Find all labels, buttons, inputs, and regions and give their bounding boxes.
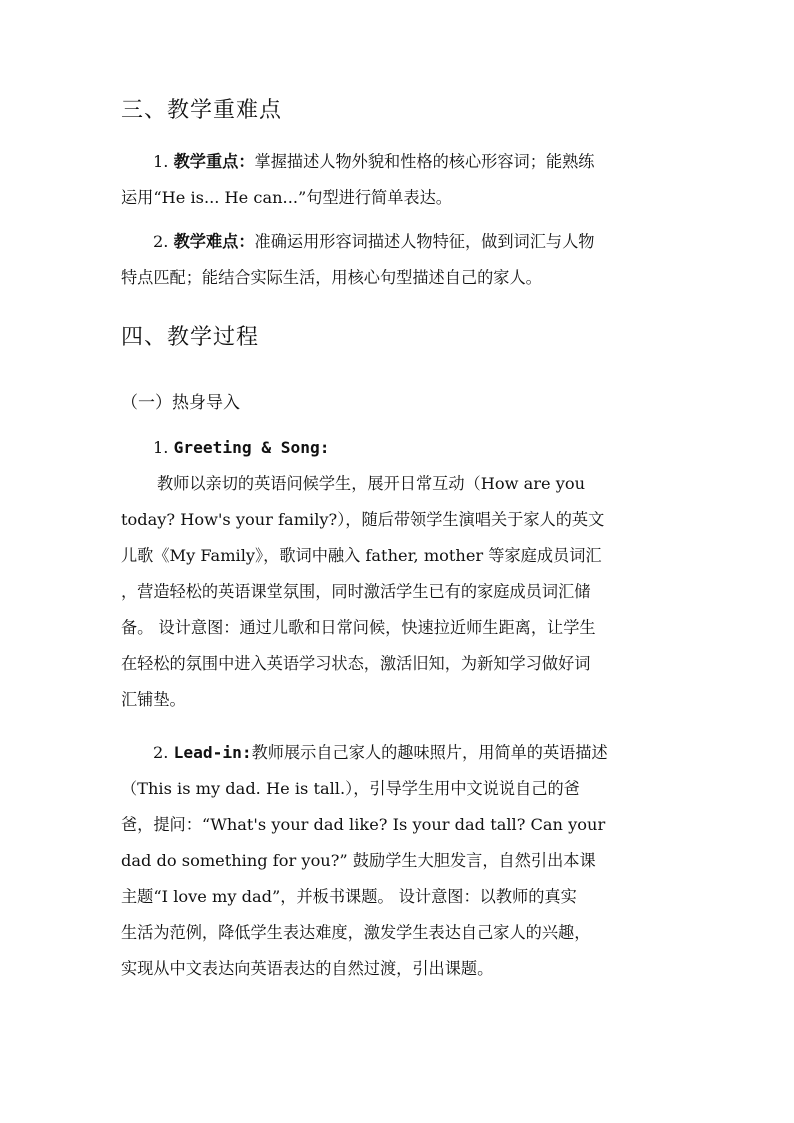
paragraph-line: 备。 设计意图：通过儿歌和日常问候，快速拉近师生距离，让学生	[121, 618, 596, 637]
paragraph-line: 运用“He is... He can...”句型进行简单表达。	[121, 188, 452, 207]
item-label: 教学重点：	[173, 152, 255, 171]
paragraph-line: 爸，提问：“What's your dad like? Is your dad tall? Can your	[121, 815, 606, 834]
paragraph-line: ，营造轻松的英语课堂氛围，同时激活学生已有的家庭成员词汇储	[121, 582, 591, 601]
item-label: Lead-in:	[173, 743, 252, 762]
paragraph-key-point	[121, 144, 677, 216]
subsection-heading-warm-up: （一）热身导入	[121, 393, 240, 413]
paragraph-line: today? How's your family?），随后带领学生演唱关于家人的英文	[121, 510, 605, 529]
paragraph-line: 汇铺垫。	[121, 690, 186, 709]
item-number: 2.	[153, 743, 169, 762]
paragraph-line: 实现从中文表达向英语表达的自然过渡，引出课题。	[121, 959, 494, 978]
paragraph-line	[121, 430, 677, 466]
paragraph-line: 主题“I love my dad”，并板书课题。 设计意图：以教师的真实	[121, 887, 577, 906]
item-label: 教学难点：	[173, 232, 255, 251]
item-number: 1.	[153, 438, 169, 457]
item-text: 掌握描述人物外貌和性格的核心形容词；能熟练	[254, 152, 595, 171]
item-text: 教师展示自己家人的趣味照片，用简单的英语描述	[251, 743, 608, 762]
paragraph-lead-in	[121, 735, 677, 987]
paragraph-line: （This is my dad. He is tall.），引导学生用中文说说自己的爸	[121, 779, 580, 798]
section-heading-teaching-process: 四、教学过程	[121, 325, 260, 350]
paragraph-line	[121, 144, 677, 180]
item-number: 2.	[153, 232, 169, 251]
line-text: 教师以亲切的英语问候学生，展开日常互动（How are you	[157, 474, 586, 493]
paragraph-line: 生活为范例，降低学生表达难度，激发学生表达自己家人的兴趣，	[121, 923, 591, 942]
paragraph-line: 特点匹配；能结合实际生活，用核心句型描述自己的家人。	[121, 268, 542, 287]
paragraph-line: 儿歌《My Family》，歌词中融入 father, mother 等家庭成员词汇	[121, 546, 602, 565]
paragraph-line: dad do something for you?” 鼓励学生大胆发言，自然引出本课	[121, 851, 596, 870]
paragraph-line	[121, 735, 677, 771]
paragraph-greeting-song	[121, 430, 677, 718]
item-text: 准确运用形容词描述人物特征，做到词汇与人物	[254, 232, 595, 251]
paragraph-line: 在轻松的氛围中进入英语学习状态，激活旧知，为新知学习做好词	[121, 654, 591, 673]
item-number: 1.	[153, 152, 169, 171]
section-heading-key-points: 三、教学重难点	[121, 98, 283, 123]
paragraph-line	[121, 224, 677, 260]
paragraph-line	[121, 466, 677, 502]
paragraph-difficult-point	[121, 224, 677, 296]
item-label: Greeting & Song:	[173, 438, 330, 457]
